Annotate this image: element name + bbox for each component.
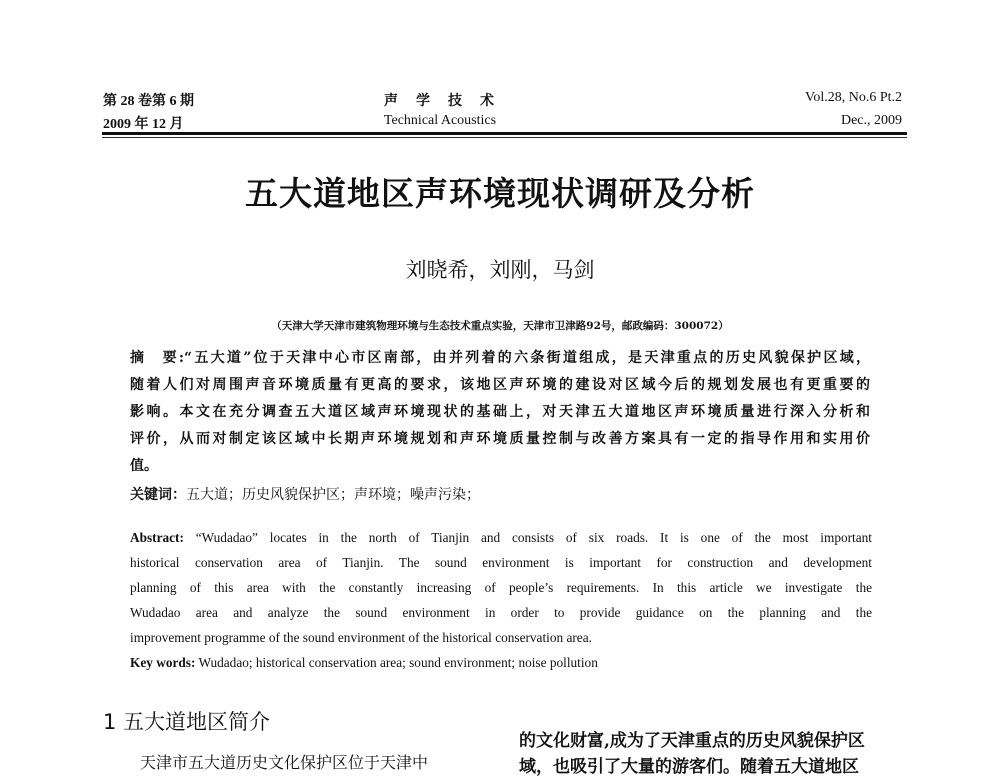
paper-title: 五大道地区声环境现状调研及分析: [245, 174, 755, 213]
section-heading: 1 五大道地区简介: [103, 710, 271, 734]
keywords-cn: 关键词：五大道；历史风貌保护区；声环境；噪声污染；: [130, 487, 480, 503]
keywords-cn-label: 关键词：: [130, 487, 186, 503]
journal-date: 2009 年 12 月: [103, 117, 184, 132]
abstract-en-label: Abstract:: [130, 530, 184, 545]
abstract-cn-label: 摘 要:: [130, 350, 185, 366]
abstract-cn-line: 评价，从而对制定该区域中长期声环境规划和声环境质量控制与改善方案具有一定的指导作用和实用价: [130, 431, 870, 447]
header-rule-thin: [102, 137, 907, 138]
journal-name-en: Technical Acoustics: [383, 113, 497, 128]
right-column-text: 域，也吸引了大量的游客们。随着五大道地区: [519, 757, 859, 777]
authors: 刘晓希，刘刚，马剑: [405, 258, 595, 282]
abstract-en-line: historical conservation area of Tianjin. The sound environment is important for construction and development: [130, 555, 872, 570]
abstract-en-line: improvement programme of the sound environment of the historical conservation area.: [130, 630, 592, 645]
affiliation: （天津大学天津市建筑物理环境与生态技术重点实验，天津市卫津路92号，邮政编码：300072）: [271, 320, 729, 332]
abstract-cn-line: 值。: [130, 458, 158, 474]
keywords-en: Key words: Wudadao; historical conservation area; sound environment; noise pollution: [130, 655, 598, 670]
abstract-cn-line: 摘 要:“五大道”位于天津中心市区南部，由并列着的六条街道组成，是天津重点的历史风貌保护区域，: [130, 350, 871, 366]
volume-info: Vol.28, No.6 Pt.2: [805, 90, 902, 105]
right-column-text: 的文化财富,成为了天津重点的历史风貌保护区: [519, 731, 865, 751]
journal-name-cn: 声 学 技 术: [384, 94, 496, 109]
journal-issue: 第 28 卷第 6 期: [103, 94, 194, 109]
abstract-en-line: planning of this area with the constantly increasing of people’s requirements. In this article we investigate the: [130, 580, 872, 595]
abstract-cn-line: 随着人们对周围声音环境质量有更高的要求，该地区声环境的建设对区域今后的规划发展也有更重要的: [130, 377, 870, 393]
keywords-en-label: Key words:: [130, 655, 196, 670]
left-column-text: 天津市五大道历史文化保护区位于天津中: [140, 753, 429, 772]
abstract-cn-line: 影响。本文在充分调查五大道区域声环境现状的基础上，对天津五大道地区声环境质量进行深入分析和: [130, 404, 870, 420]
date-info: Dec., 2009: [840, 113, 902, 128]
header-rule: [102, 132, 907, 135]
abstract-en-line: Abstract: “Wudadao” locates in the north of Tianjin and consists of six roads. It is one of the most important: [130, 530, 872, 545]
abstract-en-line: Wudadao area and analyze the sound environment in order to provide guidance on the planning and the: [130, 605, 872, 620]
